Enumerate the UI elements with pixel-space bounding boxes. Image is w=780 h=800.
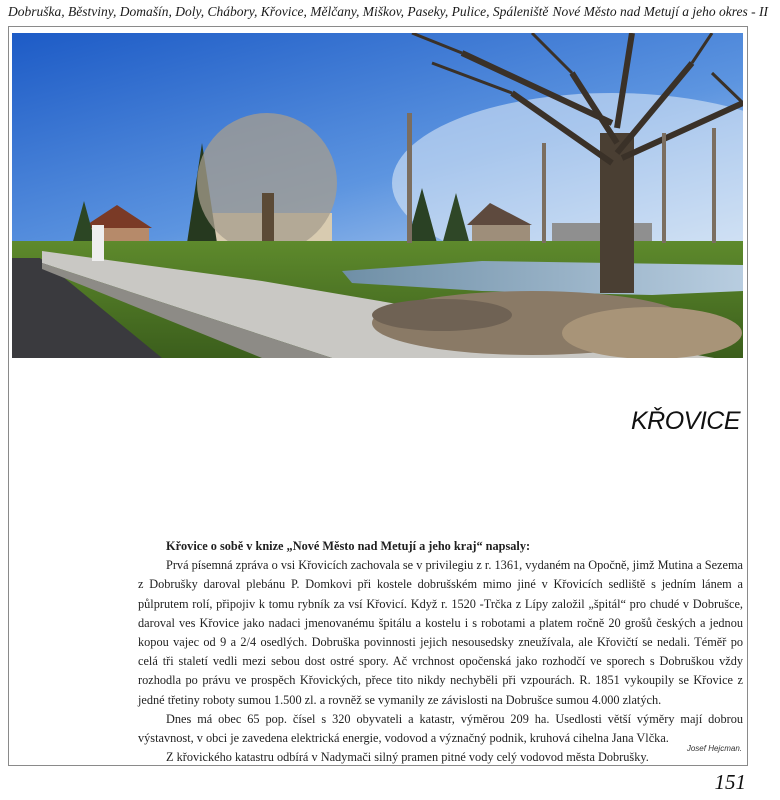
village-pond-photo [12, 33, 743, 358]
running-header [8, 4, 772, 24]
article-paragraph: Prvá písemná zpráva o vsi Křovicích zachovala se v privilegiu z r. 1361, vydaném na Opočně, jimž Mutina a Sezema z Dobrušky daroval plebánu P. Domkovi při kostele dobrušském mimo jiné v Křovicích sedliště s jedním lánem a půlprutem rolí, připojiv k tomu rybník za vsí Křovicí. Když r. 1520 -Trčka z Lípy založil „špitál“ pro chudé v Dobrušce, daroval ves Křovice jako nadaci jmenovanému špitálu a kostelu i s robotami a platem ročně 20 grošů českých a jednou kopou vajec od 9 a 2/4 osedlých. Dobruška povinnosti jejich nesousedsky zneužívala, ale Křovičtí se nedali. Téměř po celá tři staletí vedli mezi sebou dost ostré spory. Ač vrchnost opočenská jako rozhodčí ve sporech s Dobruškou vždy rozhodla po právu ve prospěch Křovických, přece tito nikdy nechyběli při vzpourách. R. 1851 vykoupily se Křovice z jedné třetiny roboty sumou 1.500 zl. a rovněž se vymanily ze závislosti na Dobrušce sumou 4.000 zlatých. [138, 558, 743, 707]
article-paragraph: Z křovického katastru odbírá v Nadymači silný pramen pitné vody celý vodovod města Dobrušky. [166, 750, 649, 765]
article-lead: Křovice o sobě v knize „Nové Město nad Metují a jeho kraj“ napsaly: [166, 539, 531, 553]
section-title: KŘOVICE [630, 407, 740, 435]
article-paragraph: Dnes má obec 65 pop. čísel s 320 obyvateli a katastr, výměrou 209 ha. Usedlosti větší výměry mají dobrou výstavnost, v obci je zavedena elektrická energie, vodovod a význačný podnik, kruhová cihelna Jana Vlčka. [138, 711, 743, 746]
photo-illustration [12, 33, 743, 358]
article-text [138, 537, 743, 767]
header-book-title: Nové Město nad Metují a jeho okres - II [552, 4, 768, 19]
header-places: Dobruška, Běstviny, Domašín, Doly, Chábory, Křovice, Mělčany, Miškov, Paseky, Pulice, Spáleniště [8, 4, 549, 19]
page-number: 151 [714, 770, 746, 794]
author-signature: Josef Hejcman. [686, 744, 742, 753]
